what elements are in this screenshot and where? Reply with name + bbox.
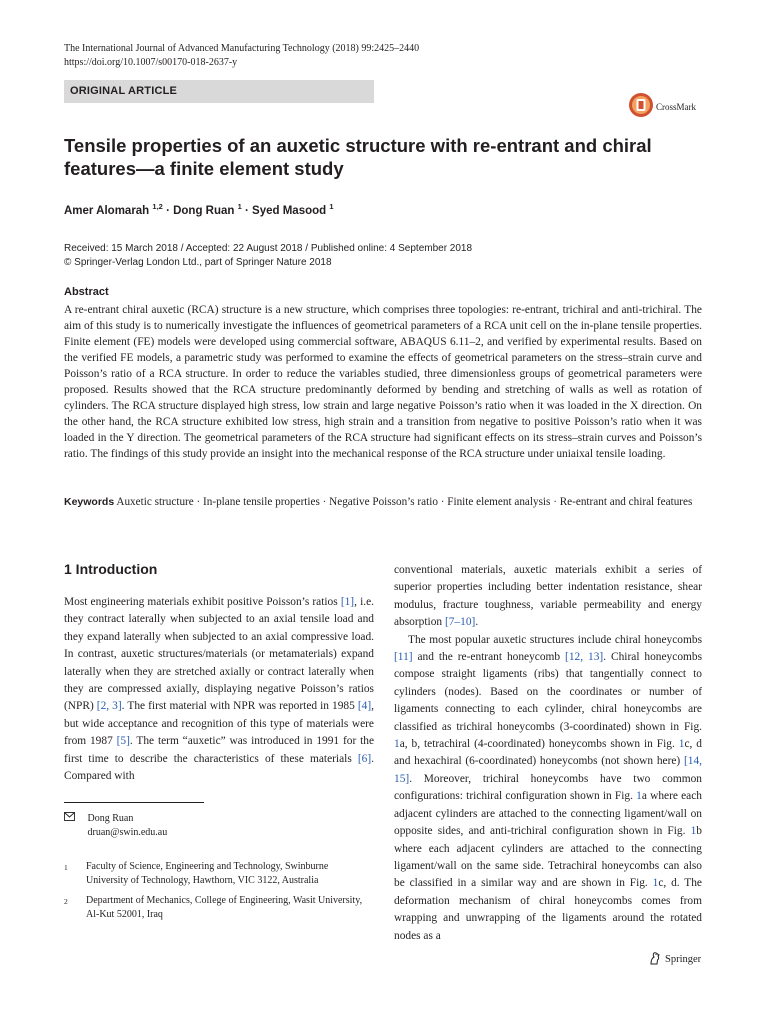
intro-right-column [394,562,702,945]
body-text: . Compared with [64,752,374,783]
citation-link[interactable]: 1 [394,738,400,751]
contact-name: Dong Ruan [87,813,134,824]
author-separator: · [166,204,174,217]
body-text: c, d. The deformation mechanism of chiral honeycombs comes from wrapping and unwrapping of the ligaments around the rotated nodes as a [394,877,702,942]
author-affiliation: 1 [329,202,334,211]
abstract-heading: Abstract [64,286,109,298]
affiliation-number: 2 [64,897,68,906]
body-text: . [475,616,479,629]
journal-citation: The International Journal of Advanced Manufacturing Technology (2018) 99:2425–2440 [64,43,420,54]
citation-link[interactable]: [11] [394,651,413,664]
body-text: and the re-entrant honeycomb [412,651,566,664]
affiliation-footnote [64,860,372,887]
publisher-name: Springer [665,954,702,965]
envelope-icon [64,812,75,826]
author-affiliation: 1 [237,202,242,211]
intro-paragraph [394,564,702,628]
affiliation-text: Department of Mechanics, College of Engineering, Wasit University, Al-Kut 52001, Iraq [86,895,363,920]
body-text: conventional materials, auxetic materials exhibit a series of superior properties including better indentation resistance, shear modulus, fracture toughness, variable permeability and energy absorption [394,564,702,629]
crossmark-icon [628,92,654,123]
article-type-banner: ORIGINAL ARTICLE [64,80,374,103]
author-separator: · [245,204,253,217]
affiliation-number: 1 [64,863,68,872]
contact-email[interactable]: druan@swin.edu.au [87,826,168,838]
body-text: . Moreover, trichiral honeycombs have two common configurations: trichiral configuration shown in Fig. [394,772,702,803]
author-affiliation: 1,2 [152,202,163,211]
citation-link[interactable]: [12, 13] [565,651,604,664]
publisher-logo [648,951,701,968]
corresponding-author [64,812,167,839]
citation-link[interactable]: [14, 15] [394,755,702,785]
citation-link[interactable]: [4] [357,700,372,713]
citation-link[interactable]: [6] [357,752,372,765]
author-name[interactable]: Amer Alomarah [64,204,150,217]
body-text: . The term “auxetic” was introduced in 1991 for the first time to describe the characteristics of these materials [64,735,374,765]
footnote-divider [64,802,204,803]
doi-link[interactable]: https://doi.org/10.1007/s00170-018-2637-y [64,57,238,68]
body-text: . The first material with NPR was reported in 1985 [121,700,358,713]
affiliation-text: Faculty of Science, Engineering and Technology, Swinburne University of Technology, Hawthorn, VIC 3122, Australia [86,861,329,886]
author-list [64,202,334,217]
copyright-line: © Springer-Verlag London Ltd., part of Springer Nature 2018 [64,257,332,268]
article-title: Tensile properties of an auxetic structure with re-entrant and chiral features—a finite element study [64,135,652,179]
body-text: Most engineering materials exhibit positive Poisson’s ratios [64,596,341,608]
citation-link[interactable]: 1 [678,738,685,751]
publication-dates [64,242,472,270]
abstract-text: A re-entrant chiral auxetic (RCA) structure is a new structure, which comprises three topologies: re-entrant, trichiral and anti-trichiral. The aim of this study is to numerically investigate the influences of geometrical parameters of a RCA unit cell on the in-plane tensile properties. Finite element (FE) models were developed using commercial software, ABAQUS 6.11–2, and verified by experimental results. Based on the verified FE models, a parametric study was performed to examine the effects of geometrical parameters on the stress–strain curve and Poisson’s ratio of a RCA structure. In order to reduce the variables studied, three dimensionless groups of geometrical parameters were proposed. Results showed that the RCA structure predominantly deformed by bending and stretching of walls as well as rotation of cylinders. The RCA structure displayed high stress, low strain and large negative Poisson’s ratio when it was loaded in the X direction. On the other hand, the RCA structure exhibited low stress, high strain and a transition from negative to positive Poisson’s ratio when it was loaded in the Y direction. The geometrical parameters of the RCA structure had significant effects on its stress–strain curves and Poisson’s ratio. The findings of this study provide an insight into the mechanical response of the RCA structure under uniaixal tensile loading. [64,304,702,460]
body-text: , but wide acceptance and recognition of this type of materials were from 1987 [64,700,374,748]
body-text: The most popular auxetic structures include chiral honeycombs [408,633,702,646]
citation-link[interactable]: 1 [636,790,642,803]
body-text: c, d and hexachiral (6-coordinated) honeycombs (not shown here) [394,738,702,768]
keywords-label: Keywords [64,496,115,508]
section-heading-introduction: 1 Introduction [64,561,158,577]
citation-link[interactable]: [7–10] [444,616,476,629]
author-name[interactable]: Syed Masood [252,204,327,217]
body-text: . Chiral honeycombs compose straight ligaments (ribs) that tangentially connect to cylinders (nodes). Based on the coordinates or number of ligaments connecting to each cylinder, chiral honeycombs are classified as trichiral honeycombs (3-coordinated) shown in Fig. [394,651,702,733]
intro-left-column [64,594,374,785]
affiliation-footnote [64,894,372,921]
springer-horse-icon [648,951,662,968]
crossmark-badge[interactable] [628,92,708,122]
body-text: b where each adjacent cylinders are attached to the connecting ligament/wall on the same side. Tetrachiral honeycombs can also be classified in a similar way and are shown in Fig. [394,825,702,890]
body-text: a, b, tetrachiral (4-coordinated) honeycombs shown in Fig. [399,738,679,751]
intro-paragraph [394,632,702,945]
citation-link[interactable]: [1] [340,596,355,608]
keywords-text: Auxetic structure · In-plane tensile properties · Negative Poisson’s ratio · Finite element analysis · Re-entrant and chiral features [116,496,693,508]
citation-link[interactable]: 1 [690,825,697,838]
keywords [64,494,702,510]
body-text: , i.e. they contract laterally when subjected to an axial tensile load and they expand laterally when subjected to an axial compressive load. In contrast, auxetic structures/materials (or metamaterials) expand laterally when they are stretched axially or contract laterally when they are compressed axially, displaying negative Poisson’s ratios (NPR) [64,596,374,713]
author-name[interactable]: Dong Ruan [173,204,235,217]
body-text: a where each adjacent cylinders are attached to the connecting ligament/wall on opposite sides, and anti-trichiral configuration shown in Fig. [394,790,702,838]
crossmark-label: CrossMark [656,102,696,112]
received-accepted-published: Received: 15 March 2018 / Accepted: 22 August 2018 / Published online: 4 September 2018 [64,243,473,254]
citation-link[interactable]: 1 [652,877,659,890]
citation-link[interactable]: [2, 3] [96,700,122,713]
citation-link[interactable]: [5] [116,735,130,748]
